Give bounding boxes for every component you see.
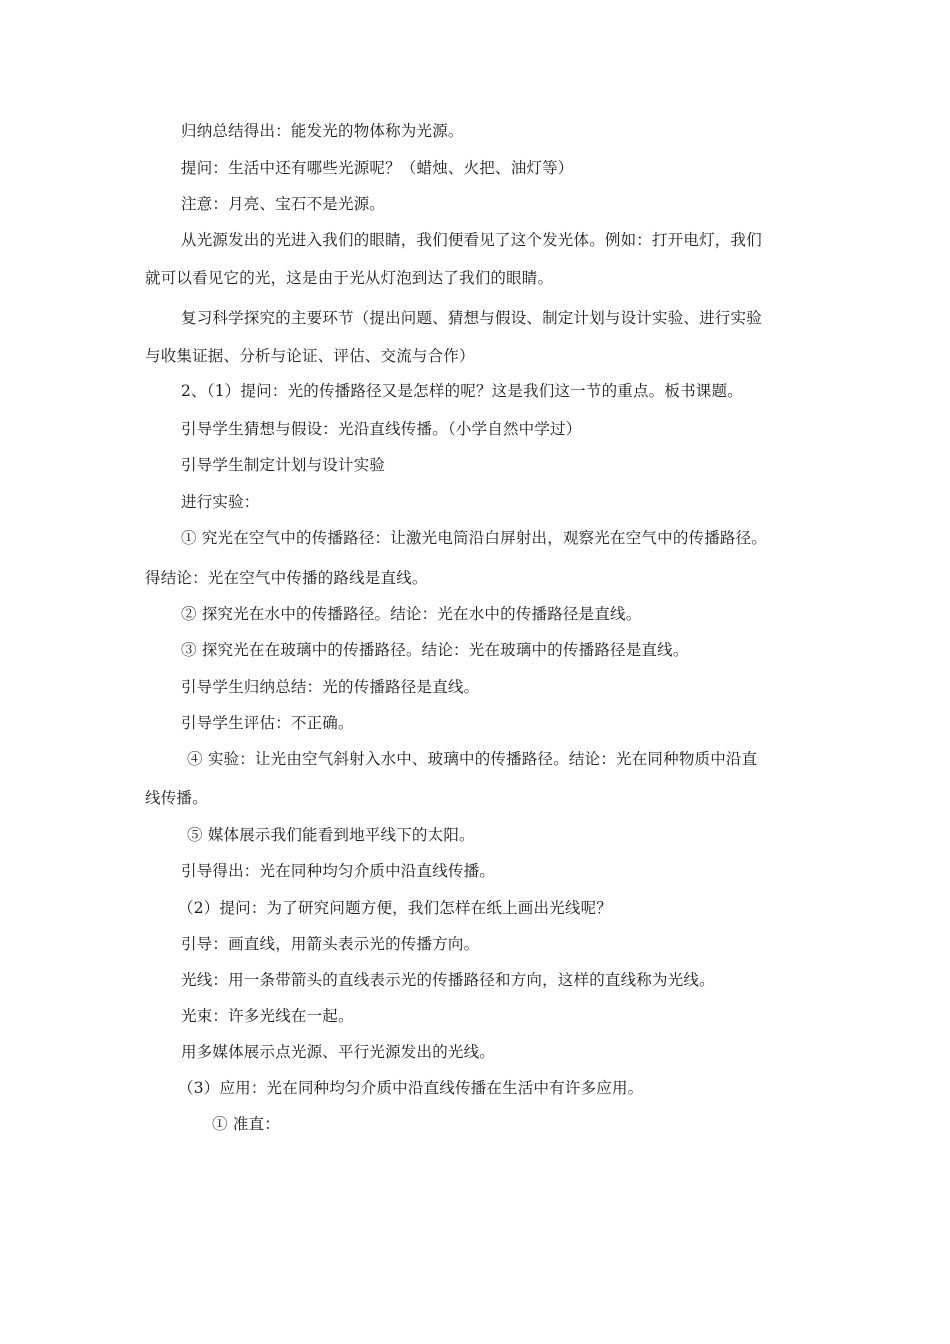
paragraph-line: ⑤ 媒体展示我们能看到地平线下的太阳。 bbox=[187, 826, 475, 844]
paragraph-line: 从光源发出的光进入我们的眼睛，我们便看见了这个发光体。例如：打开电灯，我们 bbox=[181, 231, 762, 249]
paragraph-line: ① 准直： bbox=[212, 1115, 280, 1133]
paragraph-line: 引导学生评估：不正确。 bbox=[181, 714, 354, 732]
paragraph-line: 复习科学探究的主要环节（提出问题、猜想与假设、制定计划与设计实验、进行实验 bbox=[181, 309, 762, 327]
paragraph-line: 引导学生归纳总结：光的传播路径是直线。 bbox=[181, 678, 480, 696]
paragraph-line: 光束：许多光线在一起。 bbox=[181, 1007, 354, 1025]
paragraph-line: 进行实验： bbox=[181, 493, 260, 511]
paragraph-line: 引导：画直线，用箭头表示光的传播方向。 bbox=[181, 935, 480, 953]
paragraph-line: 得结论：光在空气中传播的路线是直线。 bbox=[145, 569, 428, 587]
paragraph-line: 线传播。 bbox=[145, 789, 208, 807]
paragraph-line: 用多媒体展示点光源、平行光源发出的光线。 bbox=[181, 1043, 496, 1061]
paragraph-line: ② 探究光在水中的传播路径。结论：光在水中的传播路径是直线。 bbox=[181, 605, 642, 623]
paragraph-line: 与收集证据、分析与论证、评估、交流与合作） bbox=[145, 347, 475, 365]
paragraph-line: 引导学生猜想与假设：光沿直线传播。（小学自然中学过） bbox=[181, 420, 582, 438]
paragraph-line: 归纳总结得出：能发光的物体称为光源。 bbox=[181, 122, 464, 140]
paragraph-line: 引导学生制定计划与设计实验 bbox=[181, 456, 386, 474]
paragraph-line: （2）提问：为了研究问题方便，我们怎样在纸上画出光线呢？ bbox=[178, 899, 612, 917]
paragraph-line: （3）应用：光在同种均匀介质中沿直线传播在生活中有许多应用。 bbox=[178, 1079, 644, 1097]
paragraph-line: ④ 实验：让光由空气斜射入水中、玻璃中的传播路径。结论：光在同种物质中沿直 bbox=[187, 750, 758, 768]
paragraph-line: 2、（1）提问：光的传播路径又是怎样的呢？这是我们这一节的重点。板书课题。 bbox=[181, 382, 743, 400]
paragraph-line: 注意：月亮、宝石不是光源。 bbox=[181, 195, 386, 213]
paragraph-line: 引导得出：光在同种均匀介质中沿直线传播。 bbox=[181, 862, 496, 880]
paragraph-line: 就可以看见它的光，这是由于光从灯泡到达了我们的眼睛。 bbox=[145, 269, 554, 287]
paragraph-line: ③ 探究光在在玻璃中的传播路径。结论：光在玻璃中的传播路径是直线。 bbox=[181, 641, 689, 659]
paragraph-line: 提问：生活中还有哪些光源呢？（蜡烛、火把、油灯等） bbox=[181, 159, 574, 177]
paragraph-line: 光线：用一条带箭头的直线表示光的传播路径和方向，这样的直线称为光线。 bbox=[181, 971, 715, 989]
paragraph-line: ① 究光在空气中的传播路径：让激光电筒沿白屏射出，观察光在空气中的传播路径。 bbox=[181, 529, 768, 547]
